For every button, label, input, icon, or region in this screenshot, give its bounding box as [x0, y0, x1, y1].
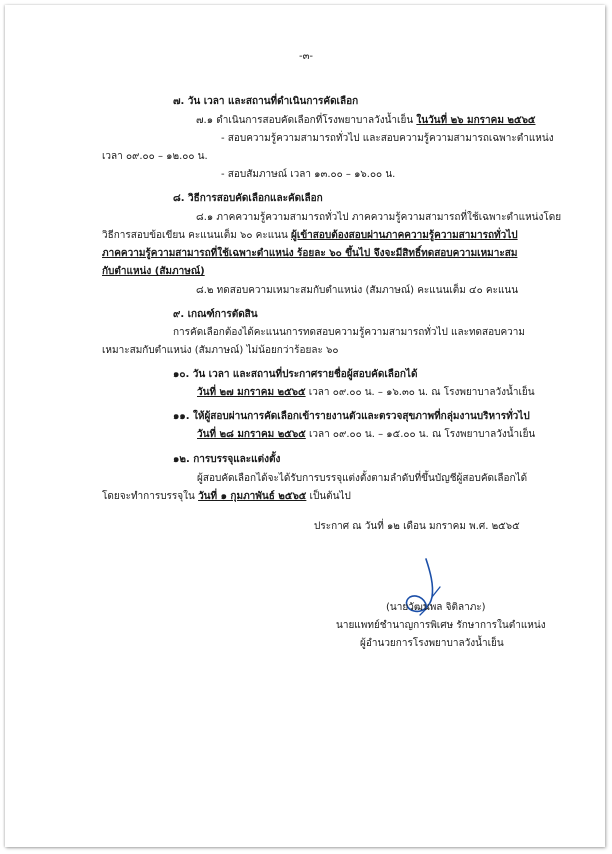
document-page [5, 5, 605, 847]
section-9-line-1: การคัดเลือกต้องได้คะแนนการทดสอบความรู้ความสามารถทั่วไป และทดสอบความ [173, 327, 526, 338]
section-7-1-date: ในวันที่ ๒๖ มกราคม ๒๕๖๕ [416, 115, 536, 126]
section-12-line-1: ผู้สอบคัดเลือกได้จะได้รับการบรรจุแต่งตั้งตามลำดับที่ขึ้นบัญชีผู้สอบคัดเลือกได้ [197, 473, 528, 484]
section-12-date: วันที่ ๑ กุมภาพันธ์ ๒๕๖๕ [198, 491, 307, 502]
section-7-bullet-2: - สอบสัมภาษณ์ เวลา ๑๓.๐๐ – ๑๖.๐๐ น. [221, 169, 396, 180]
section-12-heading: ๑๒. การบรรจุและแต่งตั้ง [173, 454, 281, 465]
signer-title: ผู้อำนวยการโรงพยาบาลวังน้ำเย็น [360, 638, 504, 649]
section-8-2-text: ๘.๒ ทดสอบความเหมาะสมกับตำแหน่ง (สัมภาษณ์) คะแนนเต็ม ๔๐ คะแนน [196, 285, 519, 296]
section-12-line-2: โดยจะทำการบรรจุใน วันที่ ๑ กุมภาพันธ์ ๒๕๖๕ เป็นต้นไป [102, 491, 351, 502]
section-8-1-line-4: กับตำแหน่ง (สัมภาษณ์) [102, 266, 205, 277]
section-10-heading: ๑๐. วัน เวลา และสถานที่ประกาศรายชื่อผู้สอบคัดเลือกได้ [173, 369, 418, 380]
section-10-detail: วันที่ ๒๗ มกราคม ๒๕๖๕ เวลา ๐๙.๐๐ น. – ๑๖.๓๐ น. ณ โรงพยาบาลวังน้ำเย็น [197, 387, 535, 398]
section-11-detail: วันที่ ๒๘ มกราคม ๒๕๖๕ เวลา ๐๙.๐๐ น. – ๑๕.๐๐ น. ณ โรงพยาบาลวังน้ำเย็น [197, 429, 536, 440]
section-8-1-emphasis: ผู้เข้าสอบต้องสอบผ่านภาคความรู้ความสามารถทั่วไป [291, 230, 518, 241]
section-9-heading: ๙. เกณฑ์การตัดสิน [173, 309, 258, 320]
section-10-date: วันที่ ๒๗ มกราคม ๒๕๖๕ [197, 387, 306, 398]
signer-position: นายแพทย์ชำนาญการพิเศษ รักษาการในตำแหน่ง [336, 620, 546, 631]
section-8-1-line-2: วิธีการสอบข้อเขียน คะแนนเต็ม ๖๐ คะแนน ผู้เข้าสอบต้องสอบผ่านภาคความรู้ความสามารถทั่วไป [102, 230, 518, 241]
page-number: -๓- [298, 51, 314, 62]
section-8-1-line-1: ๘.๑ ภาคความรู้ความสามารถทั่วไป ภาคความรู้ความสามารถที่ใช้เฉพาะตำแหน่งโดย [196, 212, 562, 223]
section-7-heading: ๗. วัน เวลา และสถานที่ดำเนินการคัดเลือก [173, 96, 359, 107]
section-8-1-line-3: ภาคความรู้ความสามารถที่ใช้เฉพาะตำแหน่ง ร้อยละ ๖๐ ขึ้นไป จึงจะมีสิทธิ์ทดสอบความเหมาะสม [102, 248, 518, 259]
section-11-heading: ๑๑. ให้ผู้สอบผ่านการคัดเลือกเข้ารายงานตัวและตรวจสุขภาพที่กลุ่มงานบริหารทั่วไป [173, 411, 530, 422]
section-7-1-text: ๗.๑ ดำเนินการสอบคัดเลือกที่โรงพยาบาลวังน้ำเย็น ในวันที่ ๒๖ มกราคม ๒๕๖๕ [196, 115, 536, 126]
section-7-bullet-1-cont: เวลา ๐๙.๐๐ – ๑๒.๐๐ น. [102, 151, 208, 162]
section-8-heading: ๘. วิธีการสอบคัดเลือกและคัดเลือก [173, 193, 323, 204]
announcement-date: ประกาศ ณ วันที่ ๑๒ เดือน มกราคม พ.ศ. ๒๕๖๕ [314, 521, 520, 532]
section-11-date: วันที่ ๒๘ มกราคม ๒๕๖๕ [197, 429, 306, 440]
section-7-bullet-1: - สอบความรู้ความสามารถทั่วไป และสอบความรู้ความสามารถเฉพาะตำแหน่ง [221, 133, 554, 144]
section-9-line-2: เหมาะสมกับตำแหน่ง (สัมภาษณ์) ไม่น้อยกว่าร้อยละ ๖๐ [102, 345, 339, 356]
signer-name: (นายวัฒนพล จิติลาภะ) [386, 602, 486, 613]
